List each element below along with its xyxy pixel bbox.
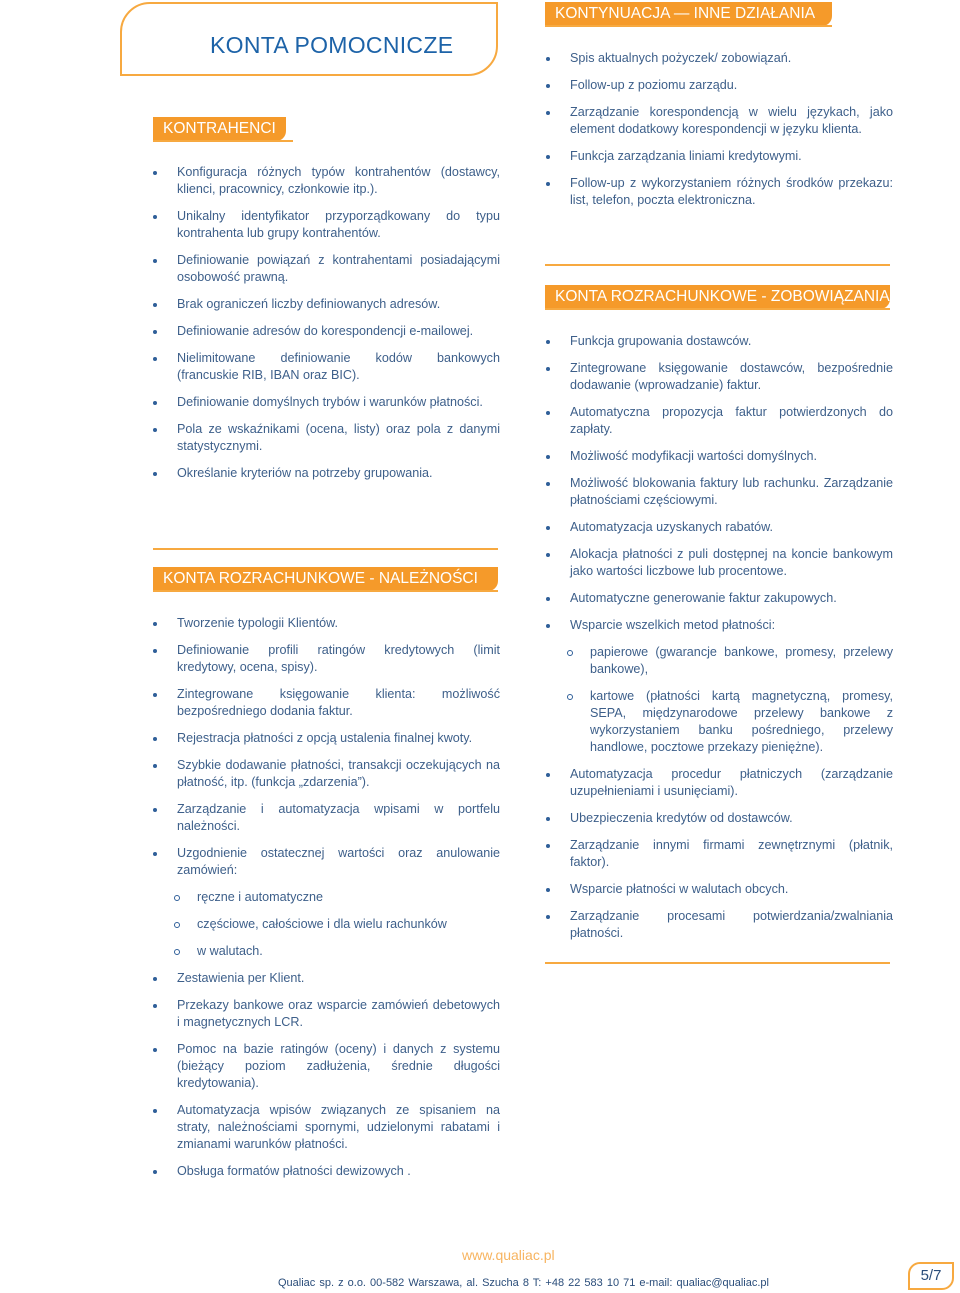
list-item: Zarządzanie procesami potwierdzania/zwalniania płatności.	[545, 908, 893, 942]
list-item: Zintegrowane księgowanie dostawców, bezpośrednie dodawanie (wprowadzanie) faktur.	[545, 360, 893, 394]
section-heading-zobowiazania: KONTA ROZRACHUNKOWE - ZOBOWIĄZANIA	[545, 285, 890, 309]
list-item: Automatyzacja wpisów związanych ze spisaniem na straty, należnościami spornymi, udzielonymi rabatami i zmianami warunków płatności.	[152, 1102, 500, 1153]
page-title: KONTA POMOCNICZE	[210, 32, 454, 58]
list-item: Spis aktualnych pożyczek/ zobowiązań.	[545, 50, 893, 67]
list-item: Follow-up z wykorzystaniem różnych środków przekazu: list, telefon, poczta elektroniczna.	[545, 175, 893, 209]
list-item: Definiowanie adresów do korespondencji e-mailowej.	[152, 323, 500, 340]
footer-website[interactable]: www.qualiac.pl	[462, 1247, 555, 1263]
list-item: Obsługa formatów płatności dewizowych .	[152, 1163, 500, 1180]
sub-list-item: ręczne i automatyczne	[152, 889, 500, 906]
list-item: Uzgodnienie ostatecznej wartości oraz anulowanie zamówień:	[152, 845, 500, 879]
sub-list-item: w walutach.	[152, 943, 500, 960]
section-heading-kontrahenci: KONTRAHENCI	[153, 117, 286, 141]
list-item: Określanie kryteriów na potrzeby grupowania.	[152, 465, 500, 482]
footer-address: Qualiac sp. z o.o. 00-582 Warszawa, al. Szucha 8 T: +48 22 583 10 71 e-mail: qualiac@qualiac.pl	[278, 1277, 769, 1289]
list-item: Szybkie dodawanie płatności, transakcji oczekujących na płatność, itp. (funkcja „zdarzenia”).	[152, 757, 500, 791]
sub-list-item: kartowe (płatności kartą magnetyczną, promesy, SEPA, międzynarodowe przelewy bankowe z wykorzystaniem banku pośredniego, przelewy handlowe, pocztowe przekazy pieniężne).	[545, 688, 893, 756]
sub-list-item: papierowe (gwarancje bankowe, promesy, przelewy bankowe),	[545, 644, 893, 678]
list-item: Funkcja zarządzania liniami kredytowymi.	[545, 148, 893, 165]
list-item: Automatyzacja procedur płatniczych (zarządzanie uzupełnieniami i usunięciami).	[545, 766, 893, 800]
list-item: Wsparcie płatności w walutach obcych.	[545, 881, 893, 898]
list-item: Zarządzanie korespondencją w wielu językach, jako element dodatkowy korespondencji w języku klienta.	[545, 104, 893, 138]
list-item: Automatyzacja uzyskanych rabatów.	[545, 519, 893, 536]
list-item: Definiowanie domyślnych trybów i warunków płatności.	[152, 394, 500, 411]
section-underline	[545, 308, 890, 310]
list-item: Tworzenie typologii Klientów.	[152, 615, 500, 632]
section-heading-naleznosci: KONTA ROZRACHUNKOWE - NALEŻNOŚCI	[153, 567, 498, 591]
list-item: Definiowanie profili ratingów kredytowych (limit kredytowy, ocena, spisy).	[152, 642, 500, 676]
section-underline	[153, 140, 293, 142]
list-item: Nielimitowane definiowanie kodów bankowych (francuskie RIB, IBAN oraz BIC).	[152, 350, 500, 384]
section-underline	[153, 590, 498, 592]
list-item: Możliwość blokowania faktury lub rachunku. Zarządzanie płatnościami częściowymi.	[545, 475, 893, 509]
list-item: Konfiguracja różnych typów kontrahentów (dostawcy, klienci, pracownicy, członkowie itp.).	[152, 164, 500, 198]
list-item: Alokacja płatności z puli dostępnej na koncie bankowym jako wartości liczbowe lub procentowe.	[545, 546, 893, 580]
list-item: Definiowanie powiązań z kontrahentami posiadającymi osobowość prawną.	[152, 252, 500, 286]
list-item: Zintegrowane księgowanie klienta: możliwość bezpośredniego dodania faktur.	[152, 686, 500, 720]
kontynuacja-list	[545, 50, 893, 219]
list-item: Funkcja grupowania dostawców.	[545, 333, 893, 350]
section-divider	[545, 962, 890, 964]
list-item: Brak ograniczeń liczby definiowanych adresów.	[152, 296, 500, 313]
list-item: Rejestracja płatności z opcją ustalenia finalnej kwoty.	[152, 730, 500, 747]
list-item: Przekazy bankowe oraz wsparcie zamówień debetowych i magnetycznych LCR.	[152, 997, 500, 1031]
section-divider	[153, 548, 498, 550]
section-underline	[545, 25, 832, 27]
list-item: Follow-up z poziomu zarządu.	[545, 77, 893, 94]
section-heading-kontynuacja: KONTYNUACJA — INNE DZIAŁANIA	[545, 2, 832, 26]
page-number: 5/7	[908, 1262, 954, 1290]
naleznosci-list	[152, 615, 500, 1190]
list-item: Zestawienia per Klient.	[152, 970, 500, 987]
list-item: Unikalny identyfikator przyporządkowany do typu kontrahenta lub grupy kontrahentów.	[152, 208, 500, 242]
section-divider	[545, 264, 890, 266]
list-item: Zarządzanie i automatyzacja wpisami w portfelu należności.	[152, 801, 500, 835]
list-item: Pola ze wskaźnikami (ocena, listy) oraz pola z danymi statystycznymi.	[152, 421, 500, 455]
sub-list-item: częściowe, całościowe i dla wielu rachunków	[152, 916, 500, 933]
list-item: Automatyczne generowanie faktur zakupowych.	[545, 590, 893, 607]
list-item: Możliwość modyfikacji wartości domyślnych.	[545, 448, 893, 465]
title-box	[120, 2, 498, 76]
zobowiazania-list	[545, 333, 893, 952]
list-item: Automatyczna propozycja faktur potwierdzonych do zapłaty.	[545, 404, 893, 438]
list-item: Ubezpieczenia kredytów od dostawców.	[545, 810, 893, 827]
list-item: Wsparcie wszelkich metod płatności:	[545, 617, 893, 634]
kontrahenci-list	[152, 164, 500, 492]
list-item: Zarządzanie innymi firmami zewnętrznymi (płatnik, faktor).	[545, 837, 893, 871]
list-item: Pomoc na bazie ratingów (oceny) i danych z systemu (bieżący poziom zadłużenia, średnie długości kredytowania).	[152, 1041, 500, 1092]
